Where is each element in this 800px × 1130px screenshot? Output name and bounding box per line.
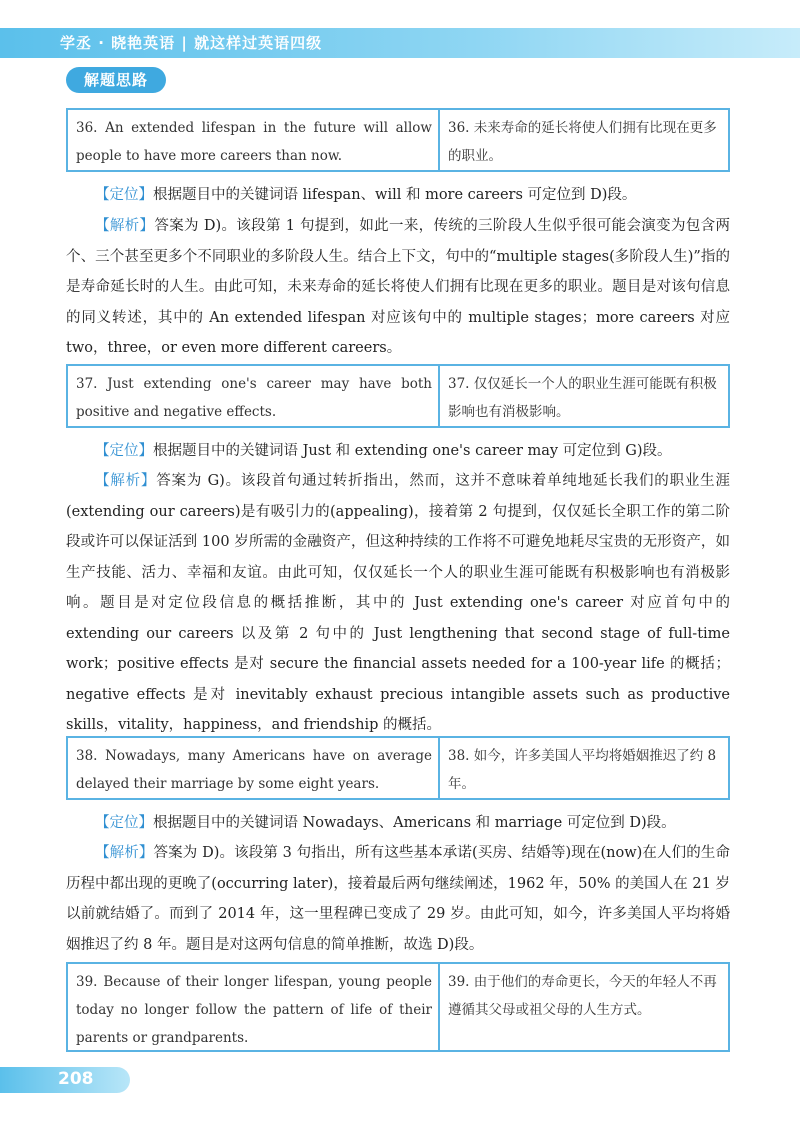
question-box-39 [66,962,730,1052]
page-number: 208 [58,1069,94,1089]
locate-text: 根据题目中的关键词语 Nowadays、Americans 和 marriage 可定位到 D)段。 [153,815,676,831]
question-box-37 [66,364,730,428]
question-zh: 37. 仅仅延长一个人的职业生涯可能既有积极影响也有消极影响。 [448,376,717,420]
question-en: 38. Nowadays, many Americans have on average delayed their marriage by some eight years. [68,738,440,798]
locate-paragraph-37 [66,436,730,467]
locate-paragraph-38 [66,808,730,839]
running-header: 学丞 · 晓艳英语 | 就这样过英语四级 [60,34,323,52]
analysis-tag: 【解析】 [95,218,155,234]
locate-text: 根据题目中的关键词语 Just 和 extending one's career may 可定位到 G)段。 [153,443,672,459]
analysis-text: 答案为 D)。该段第 1 句提到，如此一来，传统的三阶段人生似乎很可能会演变为包含两个、三个甚至更多个不同职业的多阶段人生。结合上下文，句中的“multiple stages(多阶段人生)”指的是寿命延长时的人生。由此可知，未来寿命的延长将使人们拥有比现在更多的职业。题目是对该句信息的同义转述，其中的 An extended lifespan 对应该句中的 multiple stages；more careers 对应 two，three，or even more different careers。 [66,218,730,356]
analysis-paragraph-36 [66,211,730,364]
analysis-tag: 【解析】 [95,845,154,861]
analysis-text: 答案为 D)。该段第 3 句指出，所有这些基本承诺(买房、结婚等)现在(now)在人们的生命历程中都出现的更晚了(occurring later)，接着最后两句继续阐述，1962 年，50% 的美国人在 21 岁以前就结婚了。而到了 2014 年，这一里程碑已变成了 29 岁。由此可知，如今，许多美国人平均将婚姻推迟了约 8 年。题目是对这两句信息的简单推断，故选 D)段。 [66,845,731,953]
question-en: 36. An extended lifespan in the future will allow people to have more careers than now. [68,110,440,170]
analysis-text: 答案为 G)。该段首句通过转折指出，然而，这并不意味着单纯地延长我们的职业生涯(extending our careers)是有吸引力的(appealing)，接着第 2 句提到，仅仅延长全职工作的第二阶段或许可以保证活到 100 岁所需的金融资产，但这种持续的工作将不可避免地耗尽宝贵的无形资产，如生产技能、活力、幸福和友谊。由此可知，仅仅延长一个人的职业生涯可能既有积极影响也有消极影响。题目是对定位段信息的概括推断，其中的 Just extending one's career 对应首句中的 extending our careers 以及第 2 句中的 Just lengthening that second stage of full-time work；positive effects 是对 secure the financial assets needed for a 100-year life 的概括；negative effects 是对 inevitably exhaust precious intangible assets such as productive skills，vitality，happiness，and friendship 的概括。 [66,473,730,733]
question-zh: 39. 由于他们的寿命更长，今天的年轻人不再遵循其父母或祖父母的人生方式。 [448,974,717,1018]
question-zh: 38. 如今，许多美国人平均将婚姻推迟了约 8 年。 [448,748,717,792]
analysis-paragraph-38 [66,838,730,960]
question-en: 39. Because of their longer lifespan, young people today no longer follow the pattern of life of their parents or grandparents. [68,964,440,1050]
question-box-38 [66,736,730,800]
locate-tag: 【定位】 [95,815,153,831]
section-badge: 解题思路 [66,67,166,93]
question-en: 37. Just extending one's career may have both positive and negative effects. [68,366,440,426]
locate-tag: 【定位】 [95,443,153,459]
question-zh: 36. 未来寿命的延长将使人们拥有比现在更多的职业。 [448,120,717,164]
locate-tag: 【定位】 [95,187,153,203]
locate-paragraph-36 [66,180,730,211]
question-box-36 [66,108,730,172]
analysis-paragraph-37 [66,466,730,741]
analysis-tag: 【解析】 [95,473,157,489]
locate-text: 根据题目中的关键词语 lifespan、will 和 more careers 可定位到 D)段。 [153,187,637,203]
